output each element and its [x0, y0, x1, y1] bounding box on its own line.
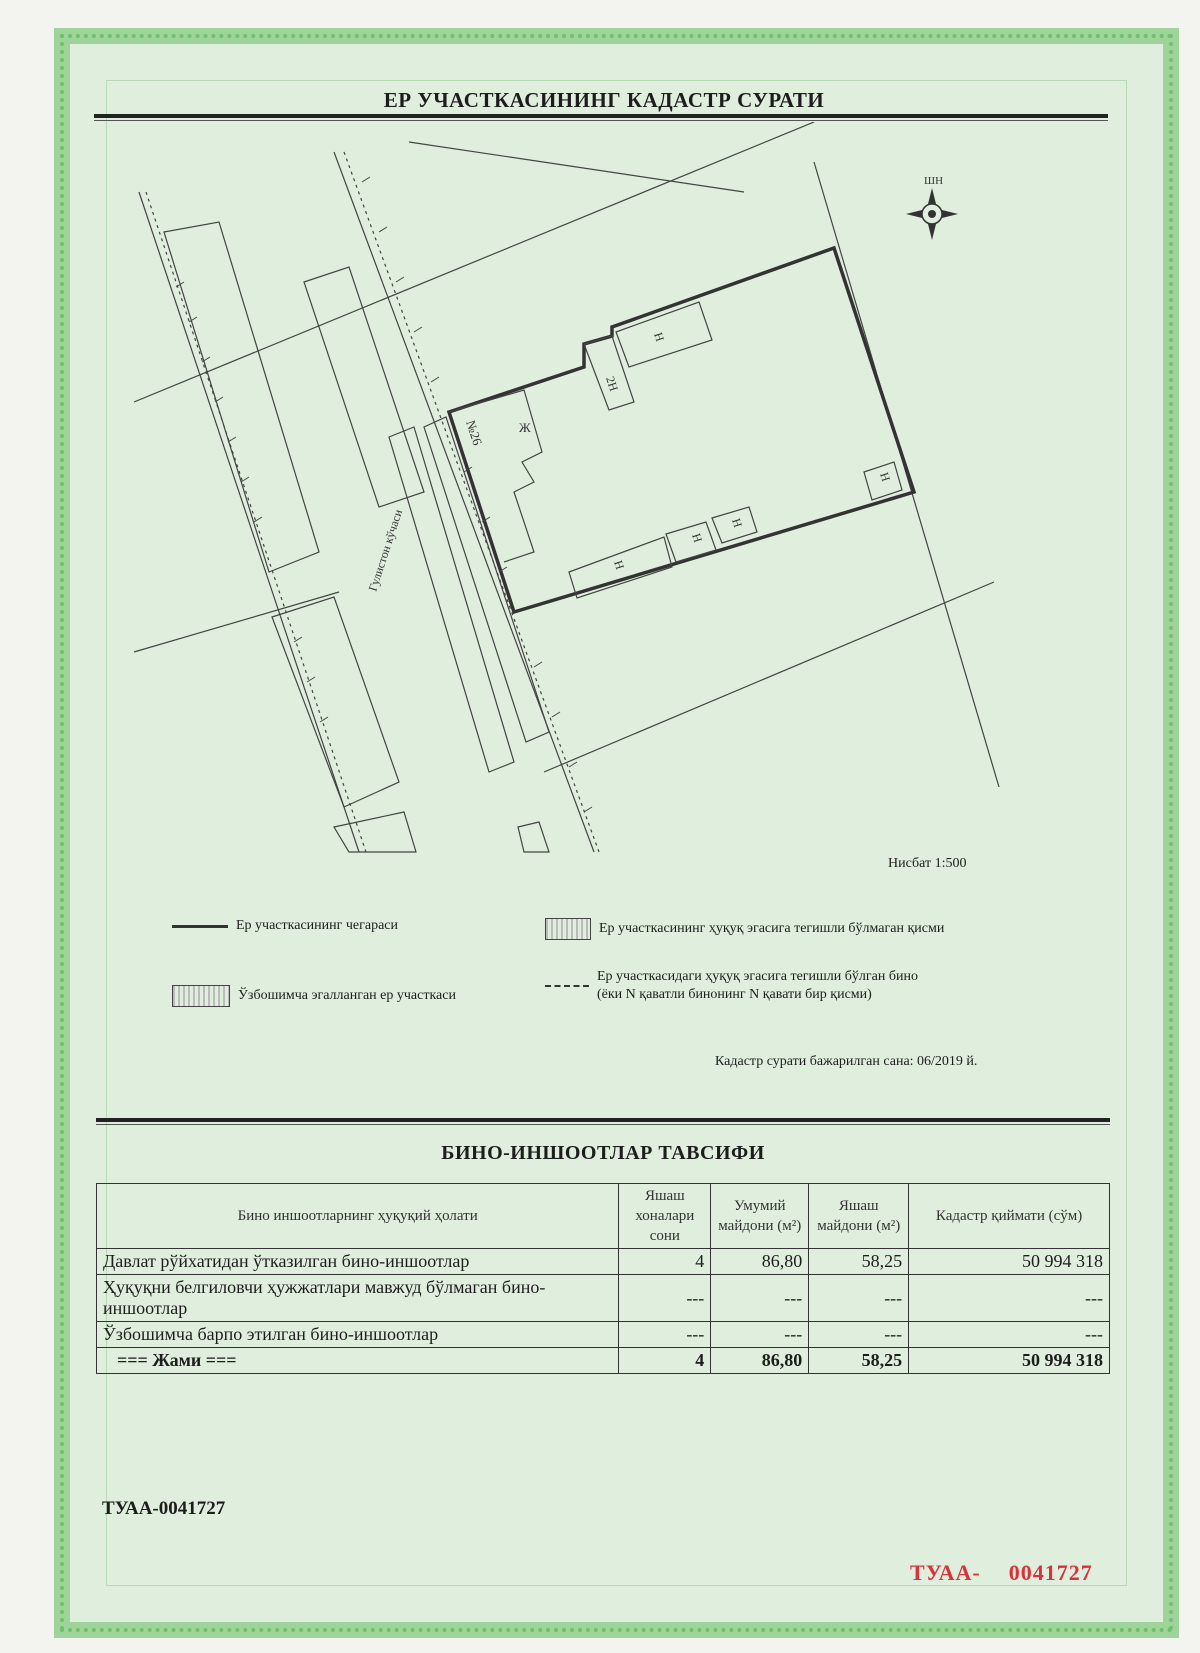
building-label-main: Ж	[519, 420, 531, 435]
title-rule	[94, 114, 1108, 118]
buildings-table	[96, 1183, 1110, 1374]
building-label-5: Н	[689, 531, 706, 545]
cadastral-map	[94, 122, 1108, 902]
legend-extra-land-text: Ўзбошимча эгалланган ер участкаси	[238, 988, 456, 1003]
building-label-2: 2Н	[603, 374, 621, 393]
row-total-area: 86,80	[711, 1249, 809, 1275]
document-title: ЕР УЧАСТКАСИНИНГ КАДАСТР СУРАТИ	[383, 88, 825, 112]
table-header-row	[97, 1184, 1110, 1249]
compass-icon	[906, 175, 958, 240]
legend-building	[545, 968, 918, 1004]
header-living-area: Яшаш майдони (м²)	[809, 1184, 909, 1249]
row-living-area: 58,25	[809, 1249, 909, 1275]
legend-unregistered	[545, 918, 944, 940]
total-label: === Жами ===	[97, 1348, 619, 1374]
buildings-title: БИНО-ИНШООТЛАР ТАВСИФИ	[441, 1142, 765, 1164]
compass-label: ШН	[924, 175, 944, 187]
street-label: Гулистон кўчаси	[365, 507, 406, 593]
road-ticks	[176, 177, 592, 812]
section-rule-thin	[96, 1124, 1110, 1125]
row-living-area: ---	[809, 1322, 909, 1348]
table-row	[97, 1322, 1110, 1348]
legend-building-line2: (ёки N қаватли бинонинг N қавати бир қисми)	[597, 987, 872, 1002]
legend-building-line1: Ер участкасидаги ҳуқуқ эгасига тегишли бўлган бино	[597, 969, 918, 984]
serial-stamp-number: 0041727	[1008, 1560, 1093, 1585]
section-rule	[96, 1118, 1110, 1122]
row-value: 50 994 318	[909, 1249, 1110, 1275]
cadastre-date: Кадастр сурати бажарилган сана: 06/2019 й.	[715, 1054, 978, 1069]
header-total-area: Умумий майдони (м²)	[711, 1184, 809, 1249]
row-status: Ҳуқуқни белгиловчи ҳужжатлари мавжуд бўлмаган бино-иншоотлар	[97, 1275, 619, 1322]
building-label-7: Н	[877, 470, 894, 484]
plot-number-label: №26	[463, 418, 486, 448]
row-rooms: ---	[619, 1275, 711, 1322]
serial-stamp-prefix: ТУАА-	[910, 1560, 981, 1585]
total-rooms: 4	[619, 1348, 711, 1374]
total-total-area: 86,80	[711, 1348, 809, 1374]
serial-number: ТУАА-0041727	[102, 1498, 226, 1519]
serial-stamp	[910, 1560, 1093, 1586]
row-status: Давлат рўйхатидан ўтказилган бино-иншоотлар	[97, 1249, 619, 1275]
legend-dash-swatch	[545, 985, 589, 987]
building-label-4: Н	[611, 558, 628, 572]
row-status: Ўзбошимча барпо этилган бино-иншоотлар	[97, 1322, 619, 1348]
legend-unregistered-text: Ер участкасининг ҳуқуқ эгасига тегишли бўлмаган қисми	[599, 921, 945, 936]
total-value: 50 994 318	[909, 1348, 1110, 1374]
table-row	[97, 1249, 1110, 1275]
row-total-area: ---	[711, 1322, 809, 1348]
legend-hatch-swatch	[545, 918, 591, 940]
header-status: Бино иншоотларнинг ҳуқуқий ҳолати	[97, 1184, 619, 1249]
legend-boundary-text: Ер участкасининг чегараси	[236, 918, 398, 933]
map-scale: Нисбат 1:500	[888, 856, 967, 871]
header-rooms: Яшаш хоналари сони	[619, 1184, 711, 1249]
row-value: ---	[909, 1322, 1110, 1348]
row-total-area: ---	[711, 1275, 809, 1322]
row-rooms: 4	[619, 1249, 711, 1275]
table-total-row	[97, 1348, 1110, 1374]
title-rule-thin	[94, 120, 1108, 121]
legend-line-swatch	[172, 925, 228, 928]
row-living-area: ---	[809, 1275, 909, 1322]
header-value: Кадастр қиймати (сўм)	[909, 1184, 1110, 1249]
building-label-6: Н	[729, 516, 746, 530]
legend-dotted-swatch	[172, 985, 230, 1007]
legend-boundary	[172, 918, 398, 934]
row-rooms: ---	[619, 1322, 711, 1348]
legend-extra-land	[172, 985, 456, 1007]
road-edge-right	[334, 152, 594, 852]
table-row	[97, 1275, 1110, 1322]
road-edge-left	[139, 192, 359, 852]
total-living-area: 58,25	[809, 1348, 909, 1374]
row-value: ---	[909, 1275, 1110, 1322]
building-label-3: Н	[651, 330, 668, 344]
